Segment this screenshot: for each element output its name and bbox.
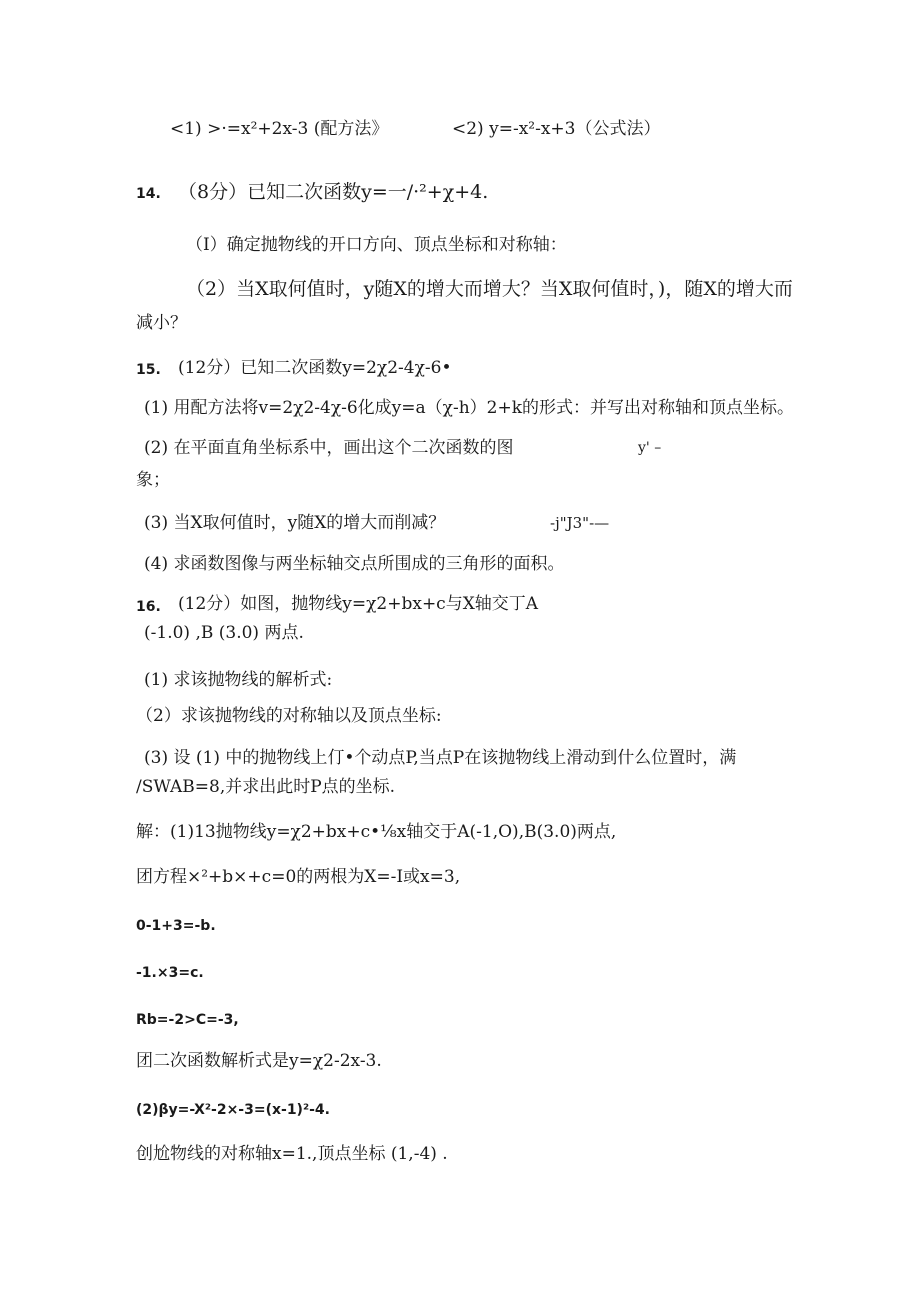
question-14-part-2-cont: 减小？ xyxy=(136,313,187,333)
solution-line-3: 0-1+3=-b. xyxy=(136,918,216,934)
question-16-part-2: （2）求该抛物线的对称轴以及顶点坐标: xyxy=(136,706,442,726)
question-14-part-1: （I）确定抛物线的开口方向、顶点坐标和对称轴： xyxy=(186,235,567,255)
question-14-number: 14. xyxy=(136,186,161,202)
solution-line-4: -1.×3=c. xyxy=(136,965,204,981)
solution-line-5: Rb=-2>C=-3, xyxy=(136,1012,239,1028)
question-16-text-cont: (-1.0) ,B (3.0) 两点. xyxy=(144,623,304,643)
solution-line-2: 团方程×²+b×+c=0的两根为X=-I或x=3, xyxy=(136,867,461,887)
solution-line-7: (2)βy=-X²-2×-3=(x-1)²-4. xyxy=(136,1102,330,1118)
problem-13-part-1: <1) >·=x²+2x-3 (配方法》 xyxy=(170,119,389,139)
question-15-margin-note: y' – xyxy=(638,440,662,456)
question-16-part-3: (3) 设 (1) 中的抛物线上仃•个动点P,当点P在该抛物线上滑动到什么位置时，满 xyxy=(144,748,737,768)
question-14-text: （8分）已知二次函数y=一/·²+χ+4. xyxy=(178,181,489,203)
solution-line-6: 团二次函数解析式是y=χ2-2x-3. xyxy=(136,1051,382,1071)
question-15-text: (12分）已知二次函数y=2χ2-4χ-6• xyxy=(178,358,452,378)
question-15-margin-note-2: -j"J3"-— xyxy=(550,514,610,532)
question-16-text: (12分）如图，抛物线y=χ2+bx+c与X轴交丁A xyxy=(178,594,539,614)
problem-13-part-2: <2) y=-x²-x+3（公式法） xyxy=(452,119,661,139)
question-15-part-2-cont: 象； xyxy=(136,470,170,490)
question-16-number: 16. xyxy=(136,599,161,615)
question-16-part-1: (1) 求该抛物线的解析式: xyxy=(144,670,333,690)
question-15-number: 15. xyxy=(136,362,161,378)
question-15-part-1: (1) 用配方法将v=2χ2-4χ-6化成y=a（χ-h）2+k的形式：并写出对称轴和顶点坐标。 xyxy=(144,398,795,418)
question-15-part-3: (3) 当X取何值时，y随X的增大而削减？ xyxy=(144,513,446,533)
solution-line-8: 创尬物线的对称轴x=1.,顶点坐标 (1,-4) . xyxy=(136,1144,448,1164)
question-14-part-2: （2）当X取何值时，y随X的增大而增大？当X取何值时，)，随X的增大而 xyxy=(186,278,793,300)
question-15-part-4: (4) 求函数图像与两坐标轴交点所围成的三角形的面积。 xyxy=(144,554,565,574)
question-15-part-2: (2) 在平面直角坐标系中，画出这个二次函数的图 xyxy=(144,438,514,458)
solution-line-1: 解：(1)13抛物线y=χ2+bx+c•⅛x轴交于A(-1,O),B(3.0)两点, xyxy=(136,822,617,842)
question-16-part-3-cont: /SWAB=8,并求出此时P点的坐标. xyxy=(136,777,396,797)
